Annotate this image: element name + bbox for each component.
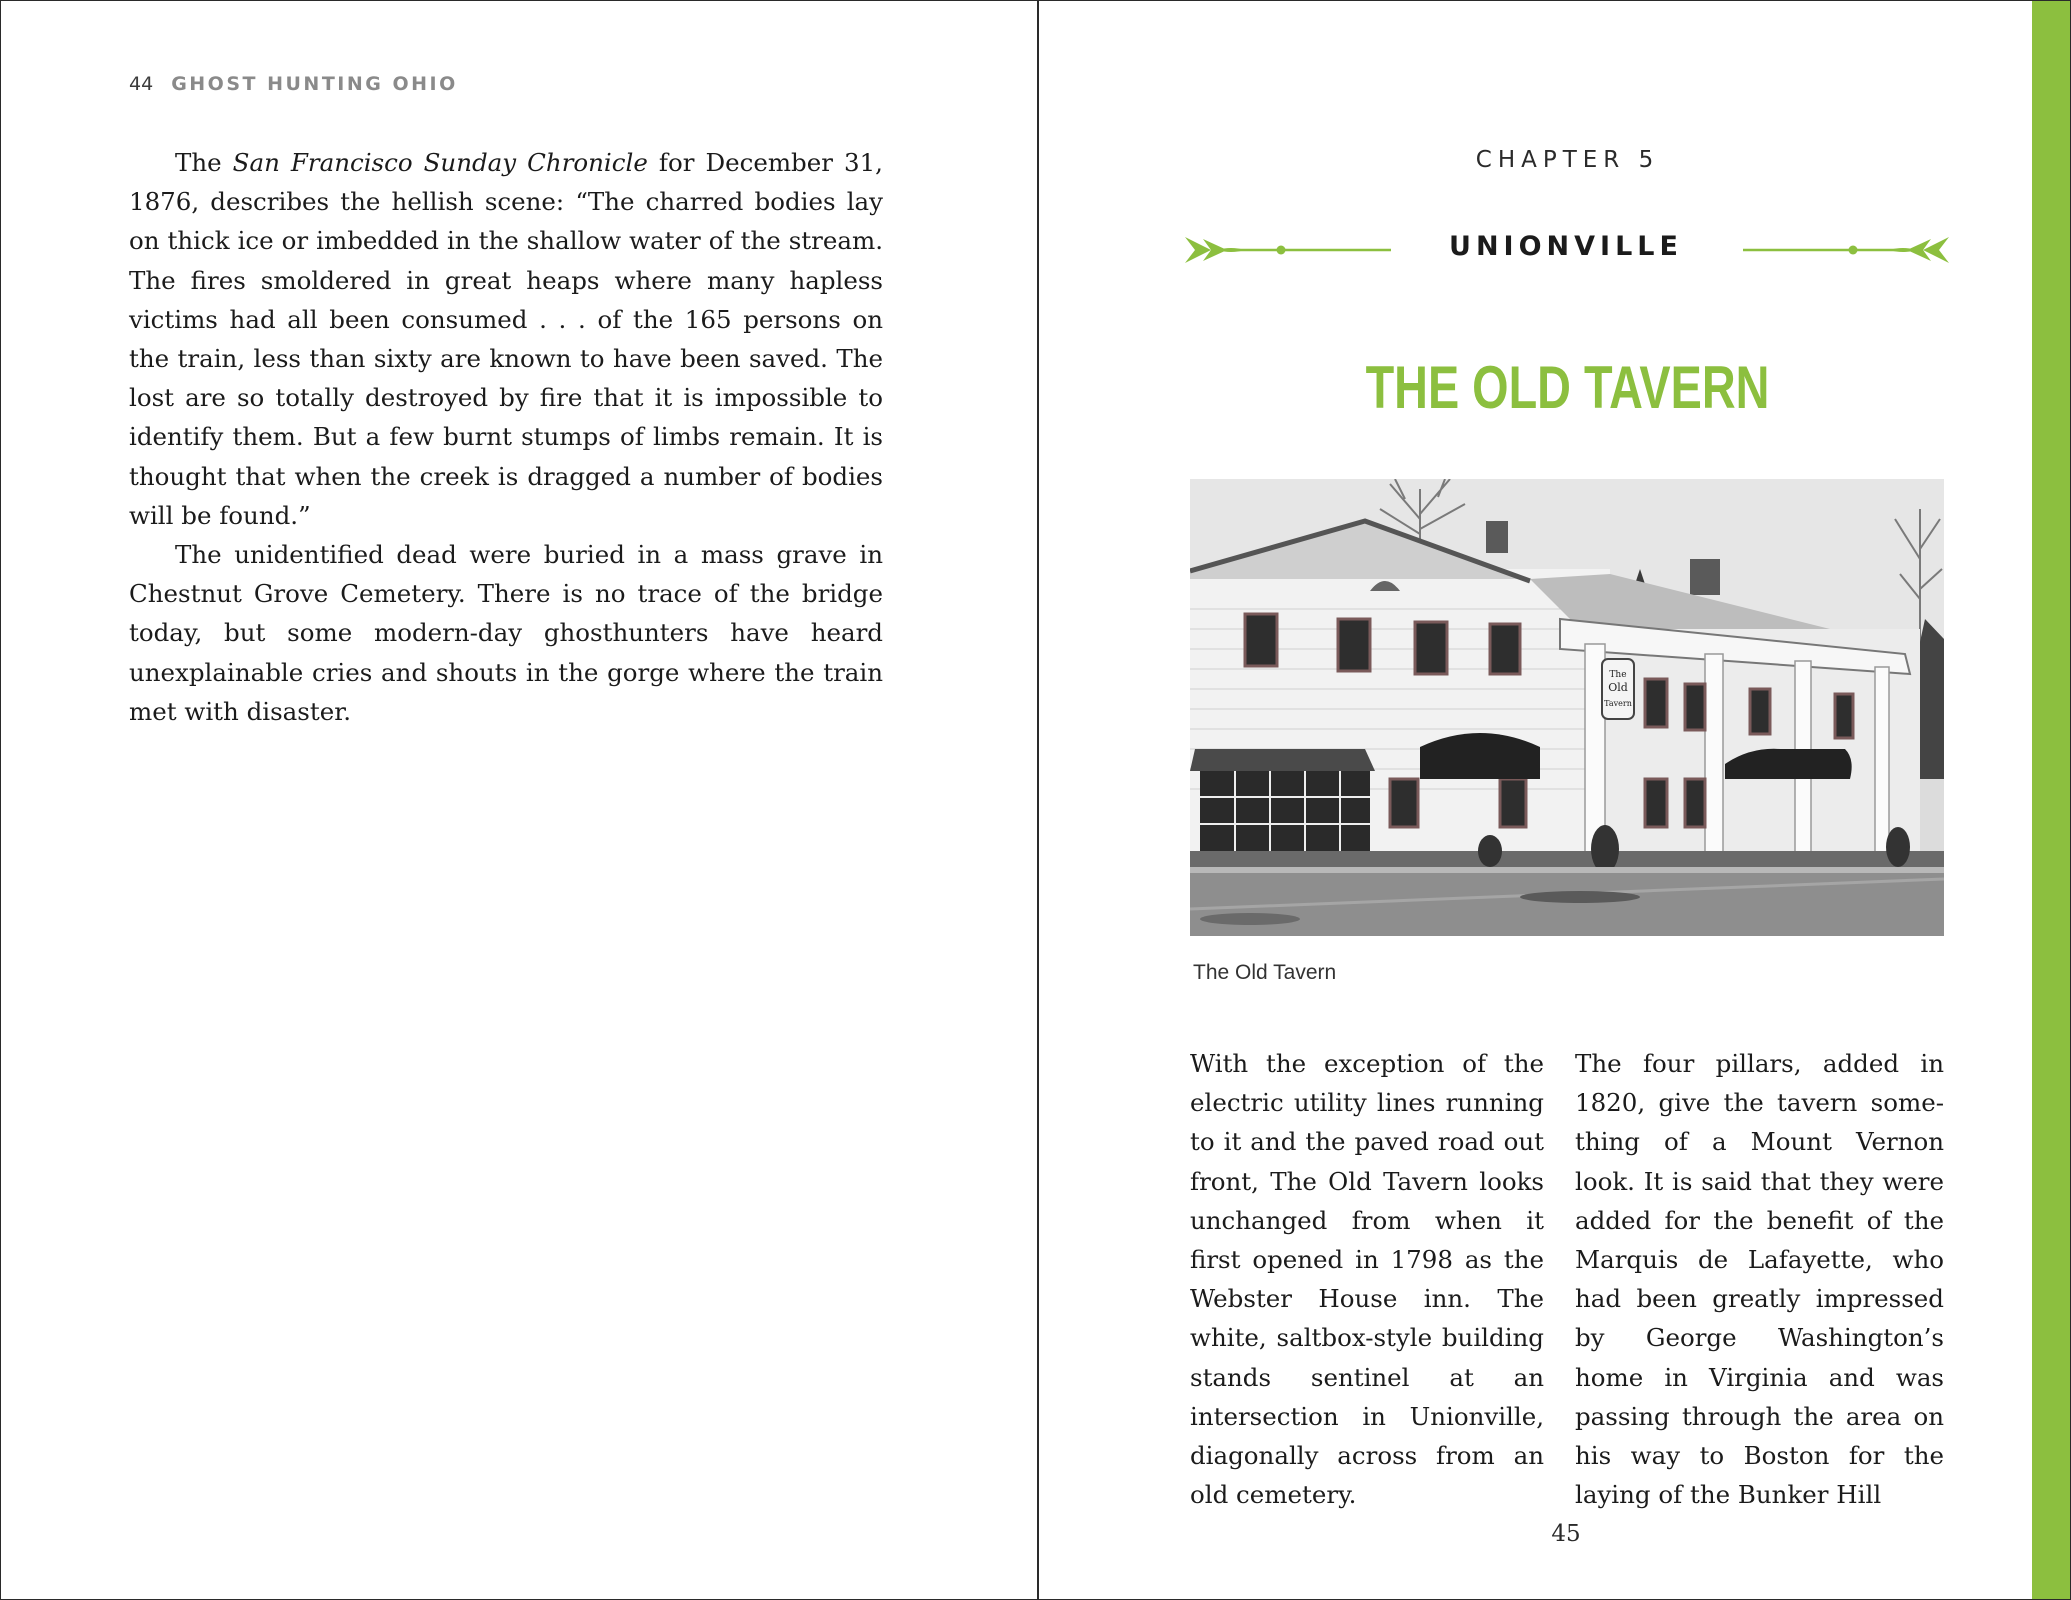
photo-caption: The Old Tavern: [1193, 961, 1337, 984]
left-page-body: [129, 143, 883, 731]
column-2-text: The four pillars, added in 1820, give the tavern something of a Mount Vernon look. It is said that they were added for the benefit of the Marquis de Lafayette, who had been greatly impressed by George Washington’s home in Virginia and was passing through the area on his way to Boston for the laying of the Bunker Hill: [1575, 1049, 1944, 1510]
tavern-sign-line1: The: [1609, 670, 1627, 680]
book-title-running-head: GHOST HUNTING OHIO: [171, 73, 458, 95]
chapter-place-name: UNIONVILLE: [1449, 231, 1683, 262]
newspaper-title: San Francisco Sunday Chronicle: [232, 148, 648, 177]
column-1-text: With the exception of the electric utility lines running to it and the paved road out front, The Old Tavern looks unchanged from when it first opened in 1798 as the Webster House inn. The white, saltbox-style building stands sentinel at an intersection in Unionville, diagonally across from an old cemetery.: [1190, 1049, 1544, 1510]
tavern-sign-line2: Old: [1608, 681, 1628, 694]
old-tavern-photo: [1190, 479, 1944, 936]
story-title: THE OLD TAVERN: [1365, 354, 1770, 421]
right-page-number: 45: [1551, 1521, 1581, 1547]
green-page-edge: [2032, 1, 2070, 1599]
running-head: [129, 73, 458, 95]
paragraph-chronicle-quote: [129, 143, 883, 535]
paragraph-rest: for December 31, 1876, describes the hellish scene: “The charred bodies lay on thick ice or imbedded in the shallow water of the stream. The fires smoldered in great heaps where many hapless victims had all been consumed . . . of the 165 persons on the train, less than sixty are known to have been saved. The lost are so totally destroyed by fire that it is impossible to identify them. But a few burnt stumps of limbs remain. It is thought that when the creek is dragged a number of bodies will be found.”: [129, 148, 883, 530]
paragraph-lead: The: [175, 148, 233, 177]
page-gutter: [1037, 1, 1039, 1599]
left-page-number: 44: [129, 73, 154, 95]
chapter-label: CHAPTER 5: [1475, 147, 1660, 173]
tavern-sign-line3: Tavern: [1604, 699, 1632, 708]
right-column-2: [1575, 1044, 1944, 1514]
paragraph-mass-grave: The unidentified dead were buried in a mass grave in Chestnut Grove Cemetery. There is no trace of the bridge today, but some modern-day ghosthunters have heard unexplainable cries and shouts in the gorge where the train met with disaster.: [129, 540, 883, 726]
right-column-1: [1190, 1044, 1544, 1514]
